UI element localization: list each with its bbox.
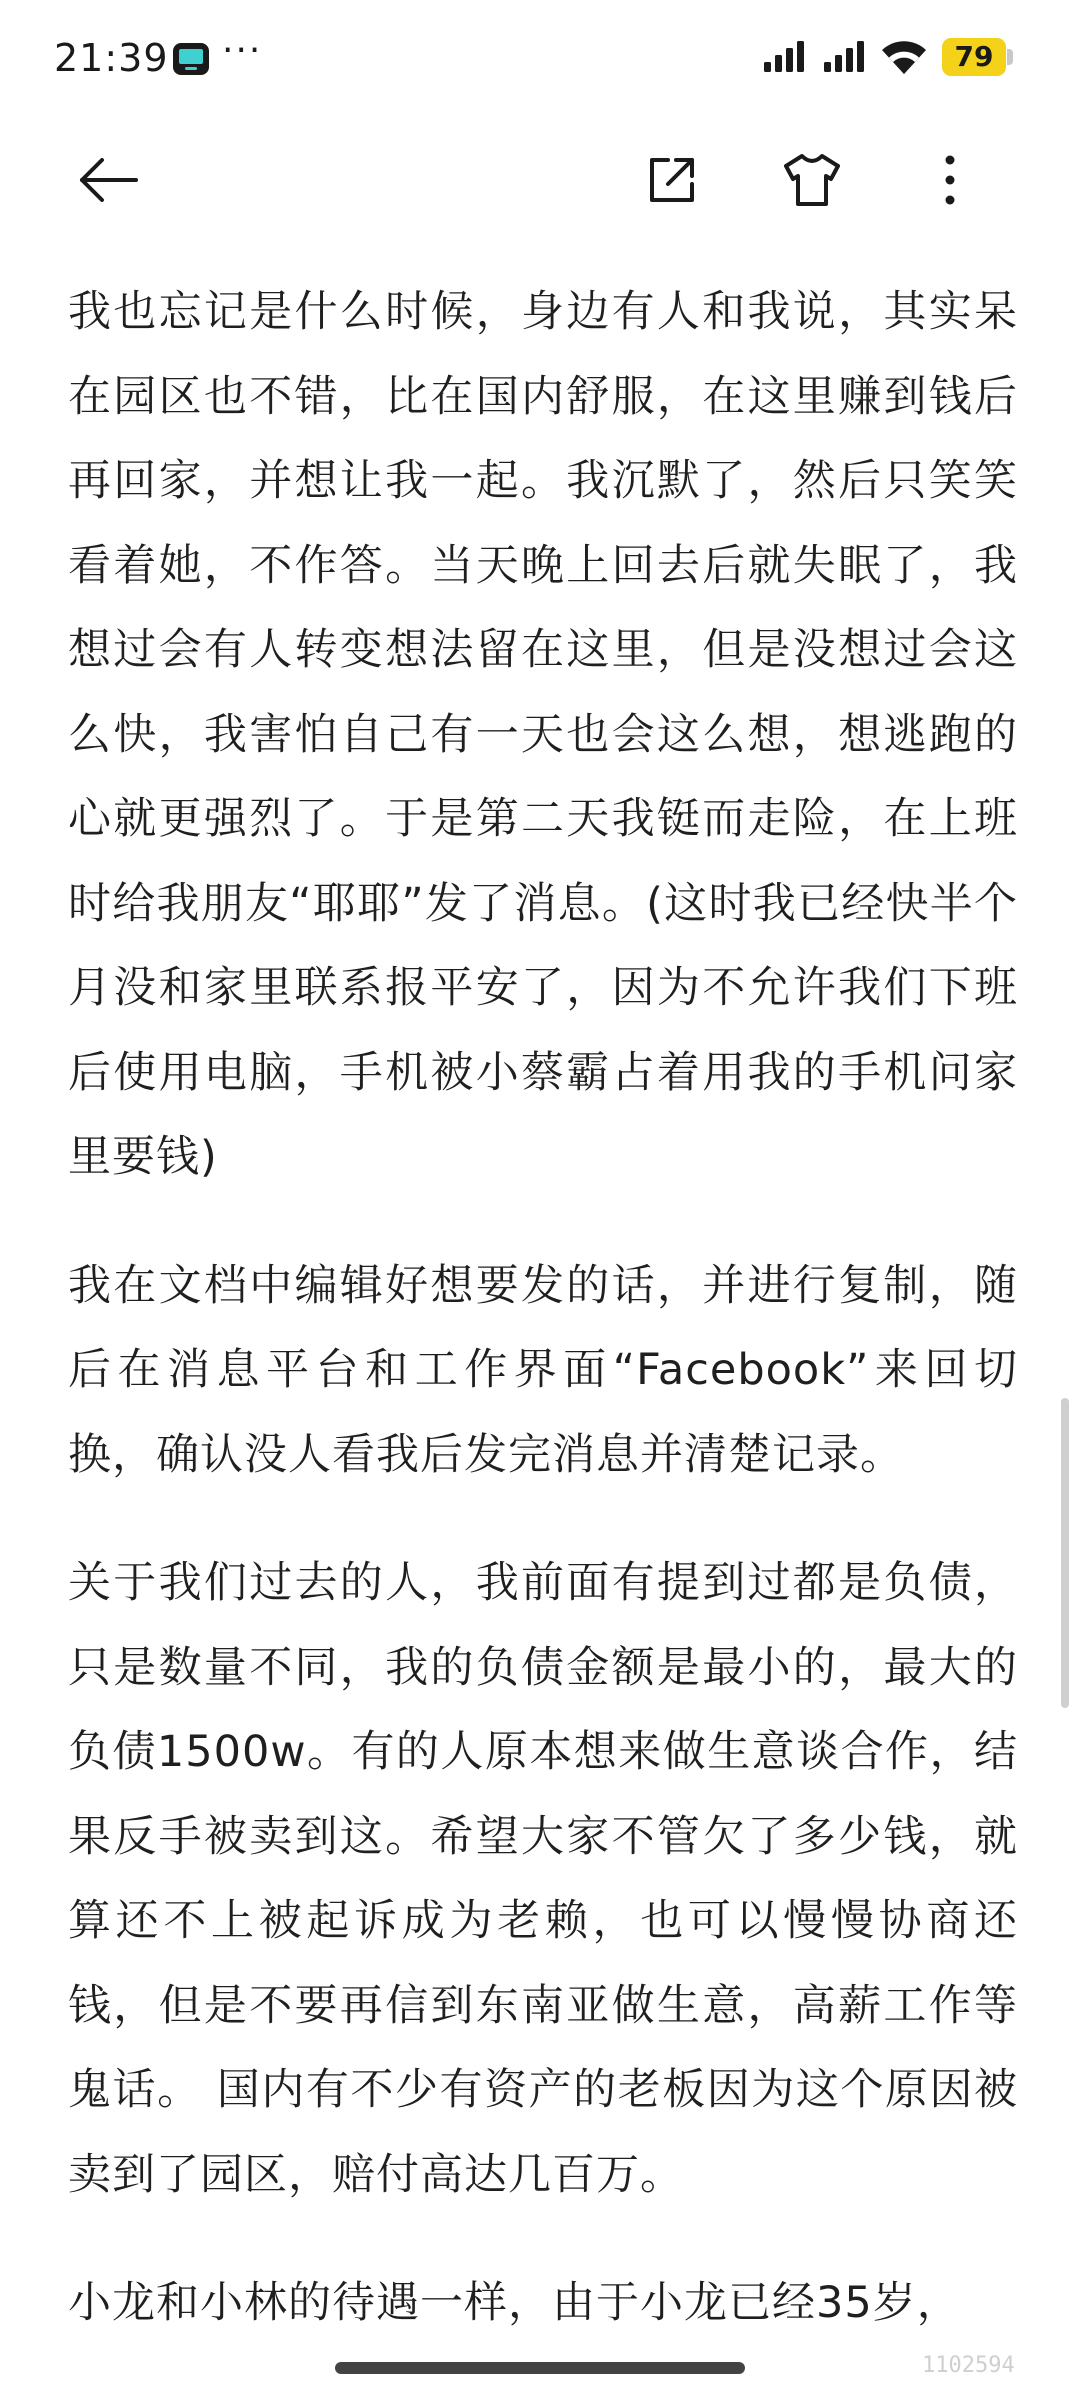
article-paragraph: 小龙和小林的待遇一样，由于小龙已经35岁， xyxy=(68,2278,961,2328)
share-button[interactable] xyxy=(632,140,712,220)
more-vertical-icon xyxy=(940,152,960,208)
theme-button[interactable] xyxy=(772,140,852,220)
watermark: 1102594 xyxy=(922,2353,1015,2378)
share-icon xyxy=(644,152,700,208)
scrollbar[interactable] xyxy=(1061,1398,1069,1708)
signal-icon xyxy=(762,40,808,74)
tshirt-icon xyxy=(782,152,842,208)
top-toolbar xyxy=(0,130,1080,230)
status-time: 21:39 xyxy=(54,36,169,80)
article-paragraph: 我也忘记是什么时候，身边有人和我说，其实呆在园区也不错，比在国内舒服，在这里赚到钱后再回家，并想让我一起。我沉默了，然后只笑笑看着她，不作答。当天晚上回去后就失眠了，我想过会有人转变想法留在这里，但是没想过会这么快，我害怕自己有一天也会这么想，想逃跑的心就更强烈了。于是第二天我铤而走险，在上班时给我朋友“耶耶”发了消息。(这时我已经快半个月没和家里联系报平安了，因为不允许我们下班后使用电脑，手机被小蔡霸占着用我的手机问家里要钱) xyxy=(68,287,1018,1182)
article-body xyxy=(68,270,1018,2390)
wifi-icon xyxy=(880,38,928,76)
battery-icon: 79 xyxy=(942,38,1006,76)
article-paragraph: 关于我们过去的人，我前面有提到过都是负债，只是数量不同，我的负债金额是最小的，最大的负债1500w。有的人原本想来做生意谈合作，结果反手被卖到这。希望大家不管欠了多少钱，就算还不上被起诉成为老赖，也可以慢慢协商还钱，但是不要再信到东南亚做生意，高薪工作等鬼话。 国内有不少有资产的老板因为这个原因被卖到了园区，赔付高达几百万。 xyxy=(68,1558,1018,2200)
app-notification-icon xyxy=(172,42,210,76)
back-arrow-icon xyxy=(76,156,140,204)
battery-tip xyxy=(1007,49,1013,65)
back-button[interactable] xyxy=(68,140,148,220)
home-gesture-bar[interactable] xyxy=(335,2362,745,2374)
signal-icon xyxy=(822,40,868,74)
status-more-indicator: ··· xyxy=(222,30,263,71)
more-options-button[interactable] xyxy=(910,140,990,220)
status-bar xyxy=(0,0,1080,120)
article-paragraph: 我在文档中编辑好想要发的话，并进行复制，随后在消息平台和工作界面“Facebook”来回切换，确认没人看我后发完消息并清楚记录。 xyxy=(68,1260,1018,1480)
